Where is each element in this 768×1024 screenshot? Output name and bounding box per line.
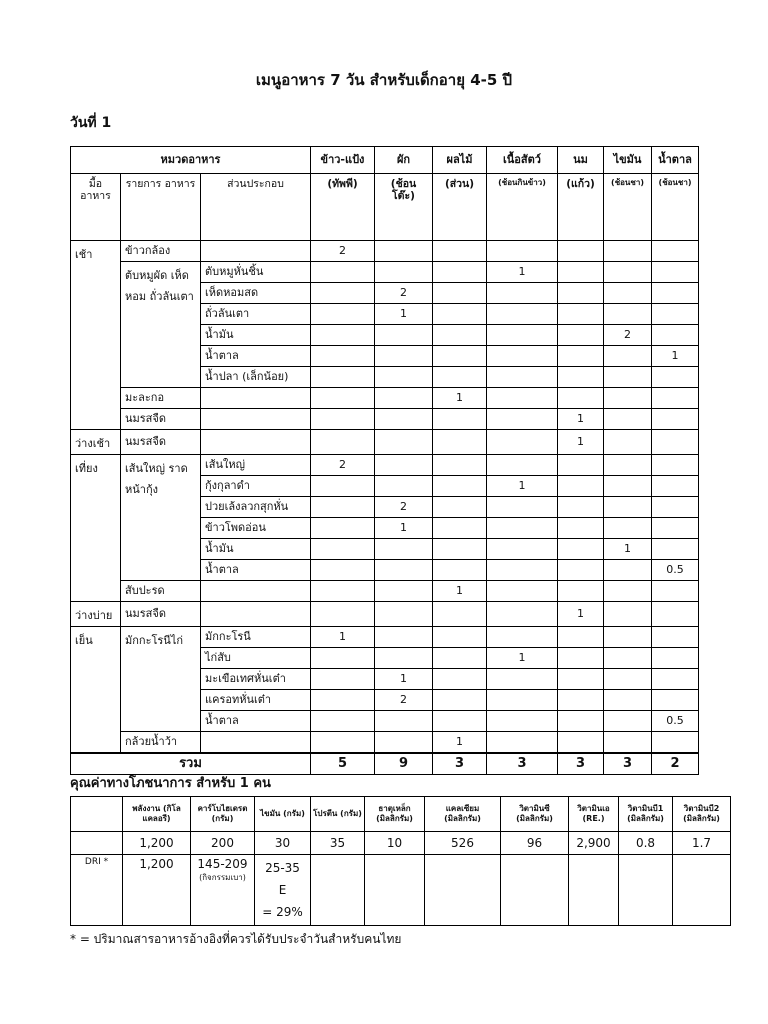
- table-row: [71, 455, 699, 476]
- value-cell: [652, 455, 699, 476]
- group-header: หมวดอาหาร: [71, 147, 311, 174]
- column-header: เนื้อสัตว์: [487, 147, 558, 174]
- total-value: 9: [375, 753, 433, 775]
- value-cell: [487, 346, 558, 367]
- menu-table: [70, 146, 699, 775]
- value-cell: [652, 690, 699, 711]
- value-cell: [375, 476, 433, 497]
- nutrient-header: แคลเซียม (มิลลิกรัม): [425, 797, 501, 832]
- item-cell: ต้บหมูผัด เห็ดหอม ถั่วลันเตา: [121, 262, 201, 388]
- value-cell: [604, 304, 652, 325]
- value-cell: [375, 325, 433, 346]
- item-subheader: รายการ อาหาร: [121, 174, 201, 241]
- value-cell: [375, 732, 433, 754]
- value-cell: [433, 518, 487, 539]
- value-cell: [433, 539, 487, 560]
- total-value: 3: [604, 753, 652, 775]
- item-cell: กล้วยน้ำว้า: [121, 732, 201, 754]
- nutrient-header: วิตามินซี (มิลลิกรัม): [501, 797, 569, 832]
- value-cell: [558, 648, 604, 669]
- value-cell: [375, 346, 433, 367]
- menu-header-row: [71, 147, 699, 174]
- ingredient-cell: ปวยเล้งลวกสุกหั่น: [201, 497, 311, 518]
- value-cell: [604, 648, 652, 669]
- dri-row: [71, 855, 731, 926]
- ingredient-cell: ข้าวโพดอ่อน: [201, 518, 311, 539]
- nutrient-header: โปรตีน (กรัม): [311, 797, 365, 832]
- value-cell: [375, 409, 433, 430]
- value-cell: [487, 518, 558, 539]
- ingredient-cell: ถั่วลันเตา: [201, 304, 311, 325]
- table-row: [71, 241, 699, 262]
- value-cell: [375, 367, 433, 388]
- value-cell: [487, 581, 558, 602]
- total-value: 3: [487, 753, 558, 775]
- value-cell: 1: [487, 262, 558, 283]
- value-cell: [558, 581, 604, 602]
- value-cell: [311, 602, 375, 627]
- value-cell: [487, 455, 558, 476]
- ingredient-cell: มักกะโรนี: [201, 627, 311, 648]
- value-cell: [375, 560, 433, 581]
- total-value: 3: [433, 753, 487, 775]
- value-cell: [311, 262, 375, 283]
- value-cell: [604, 430, 652, 455]
- empty-cell: [673, 855, 731, 926]
- total-value: 5: [311, 753, 375, 775]
- ingredient-cell: [201, 430, 311, 455]
- value-cell: [433, 430, 487, 455]
- value-cell: [311, 669, 375, 690]
- value-cell: 1: [433, 732, 487, 754]
- value-cell: [604, 241, 652, 262]
- empty-cell: [365, 855, 425, 926]
- meal-cell: ว่างบ่าย: [71, 602, 121, 627]
- value-cell: [558, 560, 604, 581]
- value-cell: [433, 476, 487, 497]
- value-cell: [311, 346, 375, 367]
- dri-fat-line: E: [278, 883, 287, 897]
- nutrient-header: ธาตุเหล็ก (มิลลิกรัม): [365, 797, 425, 832]
- value-cell: [311, 325, 375, 346]
- corner-cell: [71, 797, 123, 832]
- table-row: [71, 732, 699, 754]
- value-cell: [375, 711, 433, 732]
- nutrition-value-row: [71, 832, 731, 855]
- item-cell: มะละกอ: [121, 388, 201, 409]
- value-cell: 2: [375, 283, 433, 304]
- nutrition-table: [70, 796, 731, 926]
- column-header: นม: [558, 147, 604, 174]
- value-cell: [433, 455, 487, 476]
- value-cell: 1: [604, 539, 652, 560]
- nutrient-value: 1,200: [123, 832, 191, 855]
- value-cell: [311, 476, 375, 497]
- value-cell: [375, 627, 433, 648]
- empty-cell: [501, 855, 569, 926]
- meal-cell: ว่างเช้า: [71, 430, 121, 455]
- ingredient-cell: มะเขือเทศหั่นเต๋า: [201, 669, 311, 690]
- value-cell: [558, 304, 604, 325]
- dri-fat-cell: [255, 855, 311, 926]
- value-cell: [311, 304, 375, 325]
- value-cell: [604, 283, 652, 304]
- dri-carb: 145-209: [197, 857, 248, 871]
- unit-label: (ช้อนกินข้าว): [487, 174, 558, 241]
- ingredient-cell: [201, 732, 311, 754]
- unit-label: (ส่วน): [433, 174, 487, 241]
- value-cell: [558, 669, 604, 690]
- value-cell: [487, 711, 558, 732]
- value-cell: [375, 262, 433, 283]
- value-cell: 1: [487, 476, 558, 497]
- value-cell: [311, 497, 375, 518]
- value-cell: [487, 627, 558, 648]
- value-cell: [604, 367, 652, 388]
- value-cell: [487, 497, 558, 518]
- value-cell: [311, 690, 375, 711]
- value-cell: [433, 669, 487, 690]
- dri-fat-line: = 29%: [262, 905, 303, 919]
- value-cell: [433, 627, 487, 648]
- value-cell: [311, 560, 375, 581]
- empty-cell: [71, 832, 123, 855]
- value-cell: [433, 283, 487, 304]
- nutrient-value: 10: [365, 832, 425, 855]
- nutrient-value: 35: [311, 832, 365, 855]
- value-cell: 2: [311, 241, 375, 262]
- dri-fat-line: 25-35: [265, 861, 300, 875]
- value-cell: [652, 669, 699, 690]
- item-cell: ข้าวกล้อง: [121, 241, 201, 262]
- column-header: ไขมัน: [604, 147, 652, 174]
- value-cell: [433, 648, 487, 669]
- value-cell: [375, 388, 433, 409]
- ingredient-cell: [201, 241, 311, 262]
- value-cell: [558, 455, 604, 476]
- ingredient-cell: ไก่สับ: [201, 648, 311, 669]
- table-row: [71, 409, 699, 430]
- value-cell: [652, 476, 699, 497]
- value-cell: [433, 304, 487, 325]
- nutrient-value: 2,900: [569, 832, 619, 855]
- value-cell: [487, 304, 558, 325]
- dri-carb-note: (กิจกรรมเบา): [199, 873, 246, 882]
- column-header: น้ำตาล: [652, 147, 699, 174]
- value-cell: [375, 539, 433, 560]
- value-cell: [433, 690, 487, 711]
- ingredient-cell: [201, 409, 311, 430]
- value-cell: [487, 732, 558, 754]
- dri-carb-cell: [191, 855, 255, 926]
- value-cell: 1: [433, 388, 487, 409]
- value-cell: [652, 262, 699, 283]
- value-cell: [487, 539, 558, 560]
- value-cell: [375, 241, 433, 262]
- column-header: ข้าว-แป้ง: [311, 147, 375, 174]
- dri-label: DRI *: [71, 855, 123, 926]
- value-cell: [487, 602, 558, 627]
- meal-subheader: มื้อ อาหาร: [71, 174, 121, 241]
- value-cell: [487, 367, 558, 388]
- value-cell: [487, 560, 558, 581]
- dri-energy: 1,200: [123, 855, 191, 926]
- meal-cell: เที่ยง: [71, 455, 121, 602]
- value-cell: [311, 732, 375, 754]
- unit-label: (ช้อน โต๊ะ): [375, 174, 433, 241]
- nutrition-title: คุณค่าทางโภชนาการ สำหรับ 1 คน: [70, 776, 271, 791]
- ingredient-cell: เส้นใหญ่: [201, 455, 311, 476]
- value-cell: [558, 518, 604, 539]
- nutrient-header: วิตามินบี2 (มิลลิกรัม): [673, 797, 731, 832]
- value-cell: [652, 581, 699, 602]
- item-cell: นมรสจืด: [121, 430, 201, 455]
- ingredient-subheader: ส่วนประกอบ: [201, 174, 311, 241]
- value-cell: 1: [558, 430, 604, 455]
- value-cell: [604, 409, 652, 430]
- nutrient-header: วิตามินบี1 (มิลลิกรัม): [619, 797, 673, 832]
- item-cell: สับปะรด: [121, 581, 201, 602]
- value-cell: [375, 430, 433, 455]
- day-label: วันที่ 1: [70, 115, 112, 131]
- total-label: รวม: [71, 753, 311, 775]
- value-cell: [558, 388, 604, 409]
- value-cell: [604, 711, 652, 732]
- empty-cell: [425, 855, 501, 926]
- nutrient-value: 0.8: [619, 832, 673, 855]
- value-cell: [433, 346, 487, 367]
- value-cell: [311, 711, 375, 732]
- table-row: [71, 262, 699, 283]
- nutrient-value: 1.7: [673, 832, 731, 855]
- value-cell: [433, 497, 487, 518]
- value-cell: [652, 325, 699, 346]
- value-cell: [487, 283, 558, 304]
- value-cell: [375, 455, 433, 476]
- unit-label: (แก้ว): [558, 174, 604, 241]
- value-cell: [604, 497, 652, 518]
- table-row: [71, 430, 699, 455]
- meal-cell: เช้า: [71, 241, 121, 430]
- ingredient-cell: [201, 602, 311, 627]
- value-cell: [311, 430, 375, 455]
- value-cell: [652, 409, 699, 430]
- value-cell: [604, 346, 652, 367]
- value-cell: [604, 560, 652, 581]
- value-cell: [604, 690, 652, 711]
- value-cell: [311, 539, 375, 560]
- nutrient-header: คาร์โบไฮเดรต (กรัม): [191, 797, 255, 832]
- value-cell: [652, 627, 699, 648]
- value-cell: 1: [311, 627, 375, 648]
- value-cell: [604, 262, 652, 283]
- unit-label: (ทัพพี): [311, 174, 375, 241]
- ingredient-cell: [201, 581, 311, 602]
- item-cell: เส้นใหญ่ ราดหน้ากุ้ง: [121, 455, 201, 581]
- ingredient-cell: ตับหมูหั่นชิ้น: [201, 262, 311, 283]
- ingredient-cell: น้ำปลา (เล็กน้อย): [201, 367, 311, 388]
- value-cell: [375, 581, 433, 602]
- empty-cell: [619, 855, 673, 926]
- value-cell: [487, 430, 558, 455]
- value-cell: [487, 690, 558, 711]
- value-cell: [652, 304, 699, 325]
- table-row: [71, 627, 699, 648]
- value-cell: 1: [652, 346, 699, 367]
- value-cell: [652, 732, 699, 754]
- value-cell: [375, 602, 433, 627]
- value-cell: [604, 602, 652, 627]
- value-cell: [652, 283, 699, 304]
- value-cell: [487, 669, 558, 690]
- value-cell: [311, 367, 375, 388]
- unit-label: (ช้อนชา): [604, 174, 652, 241]
- value-cell: [558, 539, 604, 560]
- value-cell: [604, 732, 652, 754]
- value-cell: [558, 325, 604, 346]
- value-cell: [604, 627, 652, 648]
- item-cell: นมรสจืด: [121, 602, 201, 627]
- value-cell: [558, 732, 604, 754]
- value-cell: [487, 409, 558, 430]
- column-header: ผัก: [375, 147, 433, 174]
- value-cell: [558, 346, 604, 367]
- value-cell: [433, 560, 487, 581]
- value-cell: [652, 497, 699, 518]
- value-cell: [311, 409, 375, 430]
- empty-cell: [569, 855, 619, 926]
- nutrient-value: 96: [501, 832, 569, 855]
- table-row: [71, 388, 699, 409]
- unit-label: (ช้อนชา): [652, 174, 699, 241]
- ingredient-cell: แครอทหั่นเต๋า: [201, 690, 311, 711]
- value-cell: [604, 669, 652, 690]
- page-title: เมนูอาหาร 7 วัน สำหรับเด็กอายุ 4-5 ปี: [255, 71, 513, 89]
- ingredient-cell: น้ำตาล: [201, 560, 311, 581]
- ingredient-cell: น้ำมัน: [201, 539, 311, 560]
- value-cell: [604, 581, 652, 602]
- value-cell: 1: [375, 304, 433, 325]
- value-cell: [604, 518, 652, 539]
- ingredient-cell: [201, 388, 311, 409]
- value-cell: [487, 388, 558, 409]
- value-cell: 0.5: [652, 711, 699, 732]
- value-cell: [652, 367, 699, 388]
- value-cell: [311, 581, 375, 602]
- value-cell: 0.5: [652, 560, 699, 581]
- value-cell: [558, 497, 604, 518]
- value-cell: [558, 283, 604, 304]
- value-cell: 2: [375, 497, 433, 518]
- item-cell: มักกะโรนีไก่: [121, 627, 201, 732]
- value-cell: 1: [558, 409, 604, 430]
- value-cell: [652, 430, 699, 455]
- value-cell: [433, 409, 487, 430]
- value-cell: [433, 262, 487, 283]
- value-cell: [652, 388, 699, 409]
- value-cell: [558, 476, 604, 497]
- value-cell: [604, 455, 652, 476]
- value-cell: [433, 325, 487, 346]
- value-cell: [487, 325, 558, 346]
- value-cell: [487, 241, 558, 262]
- total-value: 2: [652, 753, 699, 775]
- total-value: 3: [558, 753, 604, 775]
- ingredient-cell: เห็ดหอมสด: [201, 283, 311, 304]
- table-row: [71, 581, 699, 602]
- value-cell: [311, 518, 375, 539]
- item-cell: นมรสจืด: [121, 409, 201, 430]
- value-cell: [558, 711, 604, 732]
- nutrition-header-row: [71, 797, 731, 832]
- ingredient-cell: กุ้งกุลาดำ: [201, 476, 311, 497]
- value-cell: [652, 241, 699, 262]
- empty-cell: [311, 855, 365, 926]
- value-cell: 1: [375, 669, 433, 690]
- value-cell: [558, 367, 604, 388]
- value-cell: [652, 648, 699, 669]
- value-cell: [311, 648, 375, 669]
- ingredient-cell: น้ำตาล: [201, 346, 311, 367]
- nutrient-header: ไขมัน (กรัม): [255, 797, 311, 832]
- ingredient-cell: น้ำตาล: [201, 711, 311, 732]
- table-row: [71, 602, 699, 627]
- column-header: ผลไม้: [433, 147, 487, 174]
- nutrient-value: 30: [255, 832, 311, 855]
- nutrient-header: พลังงาน (กิโลแคลอรี): [123, 797, 191, 832]
- nutrient-header: วิตามินเอ (RE.): [569, 797, 619, 832]
- value-cell: 2: [375, 690, 433, 711]
- value-cell: [604, 388, 652, 409]
- value-cell: [558, 690, 604, 711]
- value-cell: 2: [604, 325, 652, 346]
- value-cell: [558, 627, 604, 648]
- value-cell: [652, 539, 699, 560]
- value-cell: [433, 241, 487, 262]
- ingredient-cell: น้ำมัน: [201, 325, 311, 346]
- meal-cell: เย็น: [71, 627, 121, 754]
- value-cell: [558, 262, 604, 283]
- value-cell: [433, 711, 487, 732]
- nutrient-value: 526: [425, 832, 501, 855]
- nutrient-value: 200: [191, 832, 255, 855]
- footnote: * = ปริมาณสารอาหารอ้างอิงที่ควรได้รับประจำวันสำหรับคนไทย: [70, 932, 402, 946]
- value-cell: [375, 648, 433, 669]
- value-cell: 1: [487, 648, 558, 669]
- value-cell: [652, 602, 699, 627]
- value-cell: 2: [311, 455, 375, 476]
- value-cell: 1: [433, 581, 487, 602]
- value-cell: 1: [558, 602, 604, 627]
- value-cell: [433, 602, 487, 627]
- value-cell: 1: [375, 518, 433, 539]
- value-cell: [311, 283, 375, 304]
- value-cell: [604, 476, 652, 497]
- value-cell: [652, 518, 699, 539]
- value-cell: [311, 388, 375, 409]
- value-cell: [433, 367, 487, 388]
- menu-subheader-row: [71, 174, 699, 241]
- value-cell: [558, 241, 604, 262]
